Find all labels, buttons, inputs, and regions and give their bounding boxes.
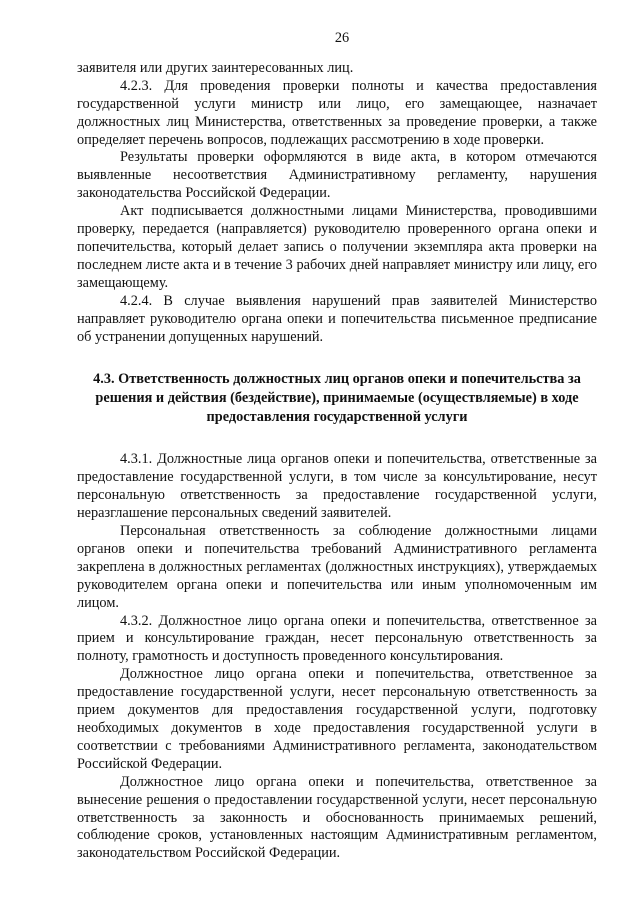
paragraph: 4.2.4. В случае выявления нарушений прав заявителей Министерство направляет руководителю органа опеки и попечительства письменное предписание об устранении допущенных нарушений. [77,292,597,345]
text-block-before [77,60,597,347]
text-block-after [77,451,597,863]
paragraph: Акт подписывается должностными лицами Министерства, проводившими проверку, передается (направляется) руководителю проверенного органа опеки и попечительства, который делает запись о получении экземпляра акта проверки на последнем листе акта и в течение 3 рабочих дней направляет министру или лицу, его замещающему. [77,203,597,291]
page-number: 26 [334,30,350,46]
paragraph: 4.3.2. Должностное лицо органа опеки и попечительства, ответственное за прием и консультирование граждан, несет персональную ответственность за полноту, грамотность и доступность проведенного консультирования. [77,612,597,665]
paragraph: Персональная ответственность за соблюдение должностными лицами органов опеки и попечительства требований Административного регламента закреплена в должностных регламентах (должностных инструкциях), утверждаемых руководителем органа опеки и попечительства или иным уполномоченным им лицом. [77,523,597,611]
paragraph: заявителя или других заинтересованных лиц. [77,59,354,76]
paragraph: Результаты проверки оформляются в виде акта, в котором отмечаются выявленные несоответствия Административному регламенту, нарушения законодательства Российской Федерации. [77,149,597,202]
paragraph: Должностное лицо органа опеки и попечительства, ответственное за вынесение решения о предоставлении государственной услуги, несет персональную ответственность за законность и обоснованность принимаемых решений, соблюдение сроков, установленных настоящим Административным регламентом, законодательством Российской Федерации. [77,773,597,862]
section-heading: 4.3. Ответственность должностных лиц органов опеки и попечительства за решения и действия (бездействие), принимаемые (осуществляемые) в ходе предоставления государственной услуги [93,371,581,426]
paragraph: Должностное лицо органа опеки и попечительства, ответственное за предоставление государственной услуги, несет персональную ответственность за прием документов для предоставления государственной услуги, подготовку необходимых документов в ходе предоставления государственной услуги в соответствии с требованиями Административного регламента, законодательством Российской Федерации. [77,666,597,772]
paragraph: 4.2.3. Для проведения проверки полноты и качества предоставления государственной услуги министр или лицо, его замещающее, назначает должностных лиц Министерства, ответственных за проведение проверки, а также определяет перечень вопросов, подлежащих рассмотрению в ходе проверки. [77,77,597,148]
paragraph: 4.3.1. Должностные лица органов опеки и попечительства, ответственные за предоставление государственной услуги, в том числе за консультирование, несут персональную ответственность за предоставление государственной услуги, неразглашение персональных сведений заявителей. [77,451,597,522]
